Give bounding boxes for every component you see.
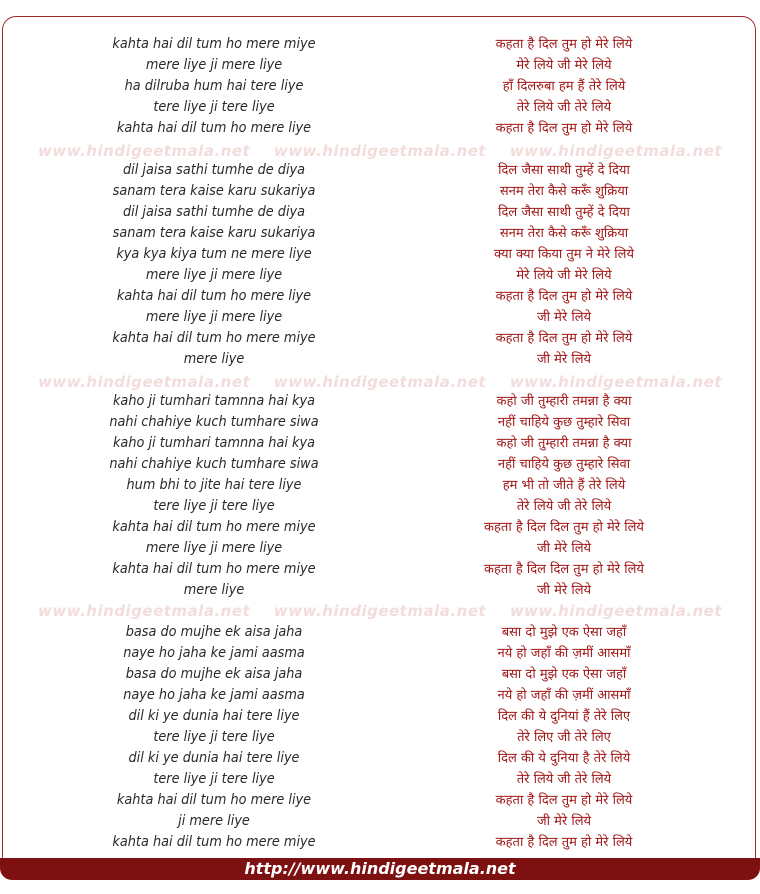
lyric-line-roman: basa do mujhe ek aisa jaha — [125, 666, 303, 682]
lyric-line-roman: kahta hai dil tum ho mere liye — [116, 792, 312, 808]
lyric-line-hindi: कहता है दिल तुम हो मेरे लिये — [495, 793, 633, 808]
lyric-line-roman: dil jaisa sathi tumhe de diya — [122, 162, 306, 178]
lyric-line-hindi: दिल जैसा साथी तुम्हें दे दिया — [498, 205, 630, 220]
lyric-line-hindi: कहता है दिल दिल तुम हो मेरे लिये — [484, 520, 644, 535]
lyric-line-roman: ji mere liye — [178, 813, 250, 829]
lyric-line-hindi: सनम तेरा कैसे करूँ शुक्रिया — [499, 226, 629, 241]
lyric-line-roman: tere liye ji tere liye — [153, 498, 275, 514]
watermark-text: www.hindigeetmala.net — [37, 373, 251, 391]
lyric-line-hindi: हाँ दिलरुबा हम हैं तेरे लिये — [502, 79, 626, 94]
watermark-text: www.hindigeetmala.net — [273, 602, 487, 620]
lyric-line-roman: mere liye ji mere liye — [145, 267, 283, 283]
lyric-line-roman: kahta hai dil tum ho mere miye — [112, 330, 316, 346]
lyric-line-roman: kahta hai dil tum ho mere miye — [112, 561, 316, 577]
lyric-line-roman: kya kya kiya tum ne mere liye — [116, 246, 312, 262]
lyric-line-roman: kaho ji tumhari tamnna hai kya — [112, 435, 316, 451]
lyric-line-hindi: कहता है दिल तुम हो मेरे लिये — [495, 289, 633, 304]
lyric-line-roman: mere liye ji mere liye — [145, 57, 283, 73]
lyric-line-hindi: कहता है दिल तुम हो मेरे लिये — [495, 331, 633, 346]
lyric-line-hindi: नये हो जहाँ की ज़मीं आसमाँ — [497, 646, 631, 661]
lyric-line-hindi: तेरे लिये जी तेरे लिये — [516, 772, 612, 787]
lyric-line-hindi: मेरे लिये जी मेरे लिये — [516, 58, 612, 73]
lyric-line-hindi: नहीं चाहिये कुछ तुम्हारे सिवा — [497, 415, 631, 430]
lyric-line-hindi: जी मेरे लिये — [536, 310, 592, 325]
lyric-line-hindi: कहो जी तुम्हारी तमन्ना है क्या — [496, 394, 632, 409]
lyric-line-roman: mere liye — [183, 582, 245, 598]
lyric-line-roman: dil jaisa sathi tumhe de diya — [122, 204, 306, 220]
lyric-line-roman: sanam tera kaise karu sukariya — [112, 183, 316, 199]
lyric-line-hindi: कहता है दिल तुम हो मेरे लिये — [495, 835, 633, 850]
lyric-line-roman: nahi chahiye kuch tumhare siwa — [109, 414, 319, 430]
lyric-line-roman: dil ki ye dunia hai tere liye — [128, 750, 300, 766]
lyric-line-roman: sanam tera kaise karu sukariya — [112, 225, 316, 241]
lyric-line-roman: tere liye ji tere liye — [153, 99, 275, 115]
lyric-line-roman: ha dilruba hum hai tere liye — [124, 78, 304, 94]
stanza-gap — [374, 601, 754, 622]
lyric-line-hindi: जी मेरे लिये — [536, 352, 592, 367]
watermark-text: www.hindigeetmala.net — [273, 142, 487, 160]
lyric-line-hindi: नये हो जहाँ की ज़मीं आसमाँ — [497, 688, 631, 703]
lyric-line-hindi: दिल की ये दुनिया है तेरे लिये — [497, 751, 631, 766]
lyric-line-roman: nahi chahiye kuch tumhare siwa — [109, 456, 319, 472]
stanza-gap — [24, 139, 404, 160]
stanza-gap — [374, 139, 754, 160]
stanza-gap — [24, 601, 404, 622]
lyric-line-roman: kahta hai dil tum ho mere miye — [112, 519, 316, 535]
lyric-line-hindi: बसा दो मुझे एक ऐसा जहाँ — [501, 625, 627, 640]
stanza-gap — [24, 370, 404, 391]
lyric-line-roman: kahta hai dil tum ho mere miye — [112, 834, 316, 850]
watermark-text: www.hindigeetmala.net — [273, 373, 487, 391]
watermark-text: www.hindigeetmala.net — [37, 602, 251, 620]
lyric-line-roman: basa do mujhe ek aisa jaha — [125, 624, 303, 640]
lyric-line-hindi: मेरे लिये जी मेरे लिये — [516, 268, 612, 283]
lyric-line-roman: mere liye — [183, 351, 245, 367]
lyric-line-roman: naye ho jaha ke jami aasma — [123, 645, 305, 661]
footer-url[interactable]: http://www.hindigeetmala.net — [244, 859, 516, 878]
romanized-lyrics-column — [24, 34, 404, 853]
lyric-line-hindi: बसा दो मुझे एक ऐसा जहाँ — [501, 667, 627, 682]
lyric-line-hindi: जी मेरे लिये — [536, 541, 592, 556]
lyric-line-hindi: तेरे लिये जी तेरे लिये — [516, 499, 612, 514]
lyric-line-hindi: क्या क्या किया तुम ने मेरे लिये — [494, 247, 634, 262]
lyric-line-hindi: दिल की ये दुनियां हैं तेरे लिए — [497, 709, 631, 724]
lyric-line-roman: kahta hai dil tum ho mere miye — [112, 36, 316, 52]
hindi-lyrics-column — [374, 34, 754, 853]
lyric-line-hindi: जी मेरे लिये — [536, 583, 592, 598]
lyric-line-hindi: कहता है दिल दिल तुम हो मेरे लिये — [484, 562, 644, 577]
lyric-line-roman: mere liye ji mere liye — [145, 309, 283, 325]
lyric-line-roman: dil ki ye dunia hai tere liye — [128, 708, 300, 724]
lyric-line-hindi: जी मेरे लिये — [536, 814, 592, 829]
lyric-line-roman: naye ho jaha ke jami aasma — [123, 687, 305, 703]
lyric-line-roman: kahta hai dil tum ho mere liye — [116, 288, 312, 304]
lyric-line-roman: kaho ji tumhari tamnna hai kya — [112, 393, 316, 409]
lyric-line-roman: tere liye ji tere liye — [153, 771, 275, 787]
watermark-text: www.hindigeetmala.net — [509, 142, 723, 160]
lyric-line-roman: kahta hai dil tum ho mere liye — [116, 120, 312, 136]
watermark-text: www.hindigeetmala.net — [37, 142, 251, 160]
lyric-line-hindi: हम भी तो जीते हैं तेरे लिये — [502, 478, 626, 493]
watermark-text: www.hindigeetmala.net — [509, 373, 723, 391]
watermark-text: www.hindigeetmala.net — [509, 602, 723, 620]
lyric-line-hindi: कहो जी तुम्हारी तमन्ना है क्या — [496, 436, 632, 451]
lyric-line-hindi: सनम तेरा कैसे करूँ शुक्रिया — [499, 184, 629, 199]
footer-url-bar[interactable] — [0, 858, 760, 880]
lyric-line-hindi: नहीं चाहिये कुछ तुम्हारे सिवा — [497, 457, 631, 472]
lyric-line-roman: mere liye ji mere liye — [145, 540, 283, 556]
lyric-line-hindi: दिल जैसा साथी तुम्हें दे दिया — [498, 163, 630, 178]
lyric-line-hindi: कहता है दिल तुम हो मेरे लिये — [495, 121, 633, 136]
stanza-gap — [374, 370, 754, 391]
lyric-line-hindi: कहता है दिल तुम हो मेरे लिये — [495, 37, 633, 52]
lyric-line-hindi: तेरे लिये जी तेरे लिये — [516, 100, 612, 115]
lyric-line-hindi: तेरे लिए जी तेरे लिए — [517, 730, 611, 745]
lyric-line-roman: hum bhi to jite hai tere liye — [126, 477, 302, 493]
lyric-line-roman: tere liye ji tere liye — [153, 729, 275, 745]
